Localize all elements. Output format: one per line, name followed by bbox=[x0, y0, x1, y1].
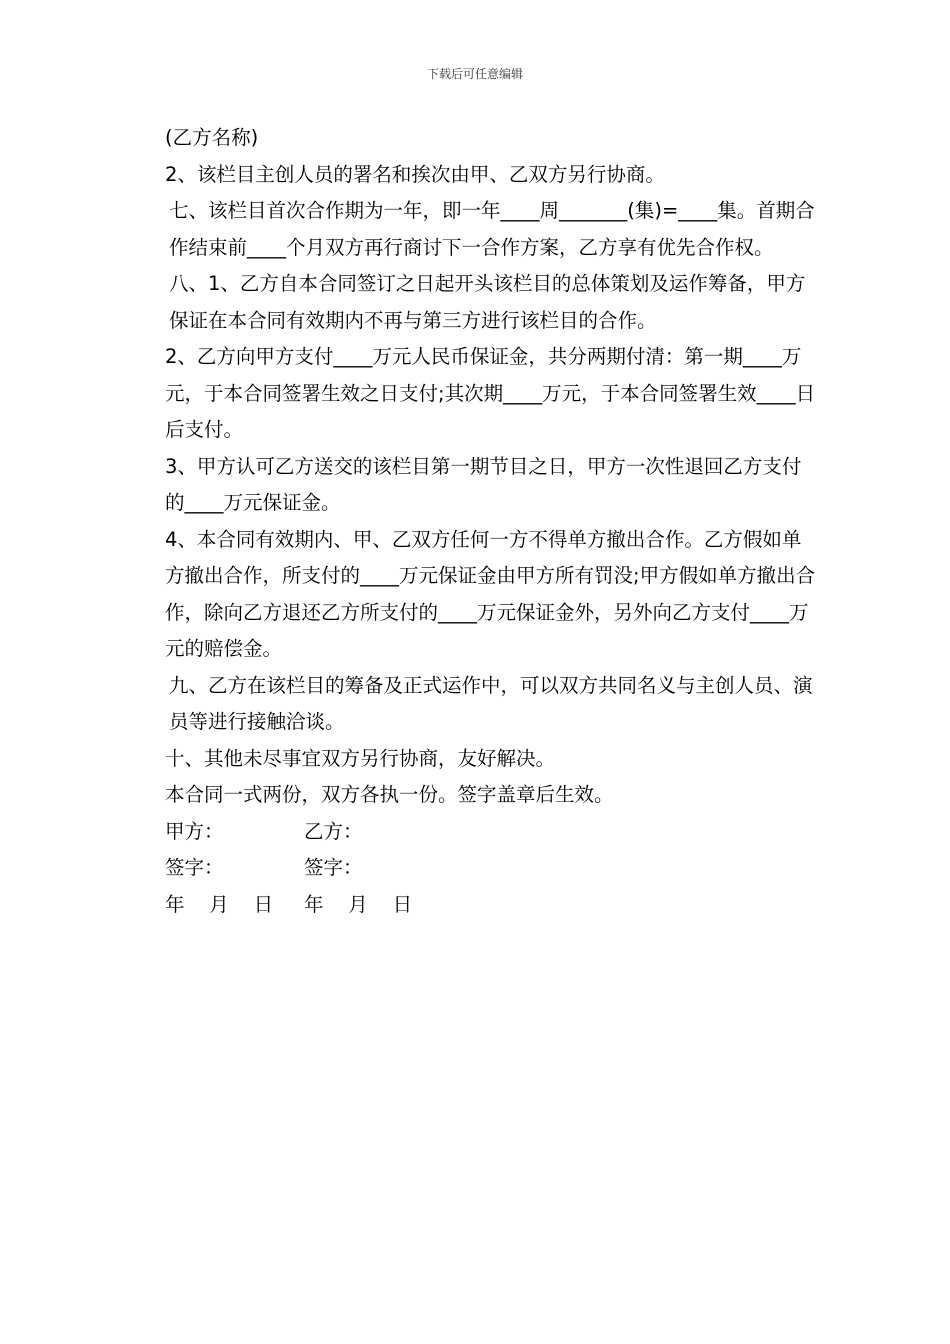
paragraph-clause-8-3: 3、甲方认可乙方送交的该栏目第一期节目之日，甲方一次性退回乙方支付的____万元保证金。 bbox=[165, 454, 802, 514]
date-a: 年 月 日 bbox=[165, 892, 274, 916]
document-body bbox=[145, 120, 817, 923]
party-b-label: 乙方： bbox=[304, 819, 363, 843]
signature-date-row bbox=[145, 887, 817, 924]
paragraph-clause-8-1: 八、1、乙方自本合同签订之日起开头该栏目的总体策划及运作筹备，甲方保证在本合同有效期内不再与第三方进行该栏目的合作。 bbox=[169, 272, 806, 332]
paragraph-credits: 2、该栏目主创人员的署名和挨次由甲、乙双方另行协商。 bbox=[165, 162, 665, 186]
paragraph-effect: 本合同一式两份，双方各执一份。签字盖章后生效。 bbox=[165, 783, 614, 806]
paragraph-party-b-name: (乙方名称) bbox=[165, 126, 259, 149]
party-a-label: 甲方： bbox=[165, 819, 224, 843]
signature-sign-row bbox=[145, 850, 817, 887]
paragraph-clause-8-4: 4、本合同有效期内、甲、乙双方任何一方不得单方撤出合作。乙方假如单方撤出合作，所支付的____万元保证金由甲方所有罚没;甲方假如单方撤出合作，除向乙方退还乙方所支付的____万元保证金外，另外向乙方支付____万元的赔偿金。 bbox=[165, 527, 816, 660]
page-header: 下载后可任意编辑 bbox=[426, 67, 523, 81]
sign-a-label: 签字： bbox=[165, 856, 224, 879]
paragraph-clause-10: 十、其他未尽事宜双方另行协商，友好解决。 bbox=[165, 746, 556, 770]
sign-b-label: 签字： bbox=[304, 856, 363, 879]
paragraph-clause-8-2: 2、乙方向甲方支付____万元人民币保证金，共分两期付清：第一期____万元，于本合同签署生效之日支付;其次期____万元，于本合同签署生效____日后支付。 bbox=[165, 345, 816, 441]
paragraph-clause-9: 九、乙方在该栏目的筹备及正式运作中，可以双方共同名义与主创人员、演员等进行接触洽谈。 bbox=[169, 673, 813, 733]
paragraph-clause-7: 七、该栏目首次合作期为一年，即一年____周_______(集)=____集。首期合作结束前____个月双方再行商讨下一合作方案，乙方享有优先合作权。 bbox=[169, 199, 815, 259]
date-b: 年 月 日 bbox=[304, 892, 413, 916]
signature-party-row bbox=[145, 814, 817, 851]
